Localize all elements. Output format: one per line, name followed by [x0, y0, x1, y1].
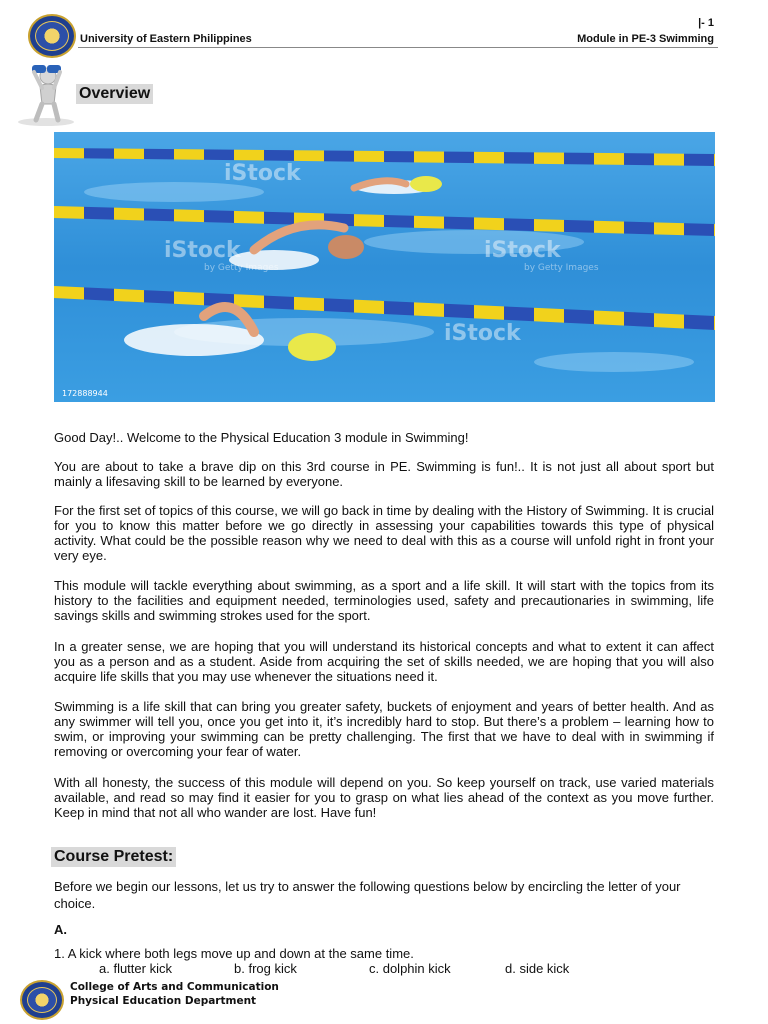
- header-divider: [78, 47, 718, 48]
- intro-paragraph: You are about to take a brave dip on this 3rd course in PE. Swimming is fun!.. It is not just all about sport but mainly a lifesaving skill to be learned by everyone.: [54, 459, 714, 489]
- history-paragraph: For the first set of topics of this course, we will go back in time by dealing with the History of Swimming. It is crucial for you to know this matter before we go directly in assessing your capabilities towards this type of physical activity. What could be the possible reason why we need to deal with this as a course will unfold right in front your very eye.: [54, 503, 714, 563]
- goals-paragraph: In a greater sense, we are hoping that you will understand its historical concepts and what to extent it can affect you as a person and as a student. Aside from acquiring the set of skills needed, we are hoping that you will also acquire life skills that you may use whenever the situations need it.: [54, 639, 714, 684]
- university-name: University of Eastern Philippines: [80, 33, 252, 45]
- watermark-text: iStock: [224, 161, 301, 186]
- pretest-heading: Course Pretest:: [51, 847, 176, 867]
- watermark-text: iStock: [444, 321, 521, 346]
- university-seal-logo: [28, 14, 76, 58]
- option-a[interactable]: a. flutter kick: [99, 961, 172, 976]
- life-skill-paragraph: Swimming is a life skill that can bring you greater safety, buckets of enjoyment and years of better health. And as any swimmer will tell you, once you get into it, it’s incredibly hard to stop. But there’s a problem – learning how to swim, or improving your swimming can be pretty challenging. The first that we have to deal with in swimming if removing or overcoming your fear of water.: [54, 699, 714, 759]
- option-d[interactable]: d. side kick: [505, 961, 570, 976]
- option-b[interactable]: b. frog kick: [234, 961, 297, 976]
- pool-illustration: [54, 132, 715, 402]
- swimming-photo: [54, 132, 715, 402]
- footer-college: College of Arts and Communication: [70, 981, 279, 993]
- watermark-text: iStock: [484, 238, 561, 263]
- binoculars-figure-icon: [14, 60, 78, 126]
- page-number: |- 1: [698, 17, 714, 29]
- module-scope-paragraph: This module will tackle everything about swimming, as a sport and a life skill. It will start with the topics from its history to the facilities and equipment needed, terminologies used, safety and precautionaries in swimming, life savings skills and swimming strokes used for the sport.: [54, 578, 714, 623]
- watermark-text: iStock: [164, 238, 241, 263]
- greeting-paragraph: Good Day!.. Welcome to the Physical Education 3 module in Swimming!: [54, 430, 469, 445]
- closing-paragraph: With all honesty, the success of this module will depend on you. So keep yourself on track, use varied materials available, and read so may find it easier for you to grasp on what lies ahead of the context as you move further. Keep in mind that not all who wander are lost. Have fun!: [54, 775, 714, 820]
- question-1: 1. A kick where both legs move up and down at the same time.: [54, 946, 414, 961]
- option-c[interactable]: c. dolphin kick: [369, 961, 451, 976]
- overview-heading: Overview: [76, 84, 153, 104]
- footer-department: Physical Education Department: [70, 995, 257, 1007]
- watermark-subtext: by Getty Images: [204, 263, 279, 273]
- stock-id: 172888944: [62, 389, 108, 398]
- college-seal-logo: [20, 980, 64, 1020]
- module-title: Module in PE-3 Swimming: [577, 33, 714, 45]
- watermark-subtext: by Getty Images: [524, 263, 599, 273]
- pretest-instructions: Before we begin our lessons, let us try to answer the following questions below by encircling the letter of your choice.: [54, 879, 681, 911]
- pretest-part-label: A.: [54, 922, 67, 937]
